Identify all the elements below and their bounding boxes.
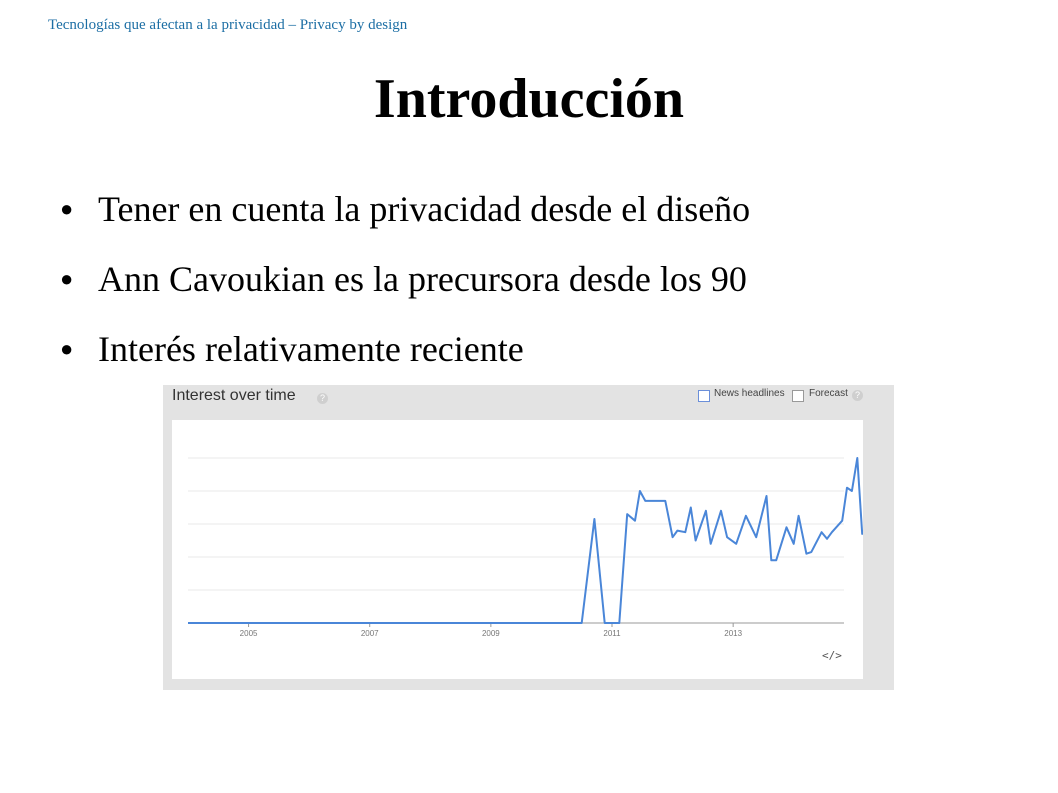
series-line <box>188 458 863 623</box>
bullet-text: Ann Cavoukian es la precursora desde los 90 <box>98 259 747 299</box>
chart-area <box>172 420 863 679</box>
x-tick-label: 2009 <box>481 629 500 638</box>
bullet-list <box>60 185 750 395</box>
x-tick-label: 2005 <box>239 629 258 638</box>
bullet-item <box>60 255 750 303</box>
slide-title: Introducción <box>373 68 685 130</box>
grid-layer <box>188 458 844 590</box>
forecast-help-icon[interactable]: ? <box>852 390 863 401</box>
x-tick-label: 2011 <box>603 629 621 638</box>
help-icon[interactable]: ? <box>317 393 328 404</box>
bullet-dot-icon: ● <box>60 196 74 221</box>
x-tick-label: 2013 <box>724 629 743 638</box>
interest-line-chart <box>172 420 863 679</box>
header-note: Tecnologías que afectan a la privacidad – Privacy by design <box>48 17 408 33</box>
bullet-item <box>60 185 750 233</box>
trends-title: Interest over time <box>172 387 296 404</box>
news-headlines-label: News headlines <box>714 388 785 399</box>
bullet-text: Interés relativamente reciente <box>98 329 524 369</box>
forecast-checkbox[interactable] <box>792 390 804 402</box>
embed-code-icon[interactable]: </> <box>822 649 842 662</box>
series-layer <box>188 458 863 623</box>
bullet-text: Tener en cuenta la privacidad desde el diseño <box>98 189 751 229</box>
interest-over-time-panel <box>163 385 894 690</box>
x-tick-label: 2007 <box>360 629 379 638</box>
forecast-label: Forecast <box>809 388 848 399</box>
news-headlines-checkbox[interactable] <box>698 390 710 402</box>
bullet-dot-icon: ● <box>60 266 74 291</box>
bullet-dot-icon: ● <box>60 336 74 361</box>
tick-layer <box>240 623 743 638</box>
bullet-item <box>60 325 750 373</box>
